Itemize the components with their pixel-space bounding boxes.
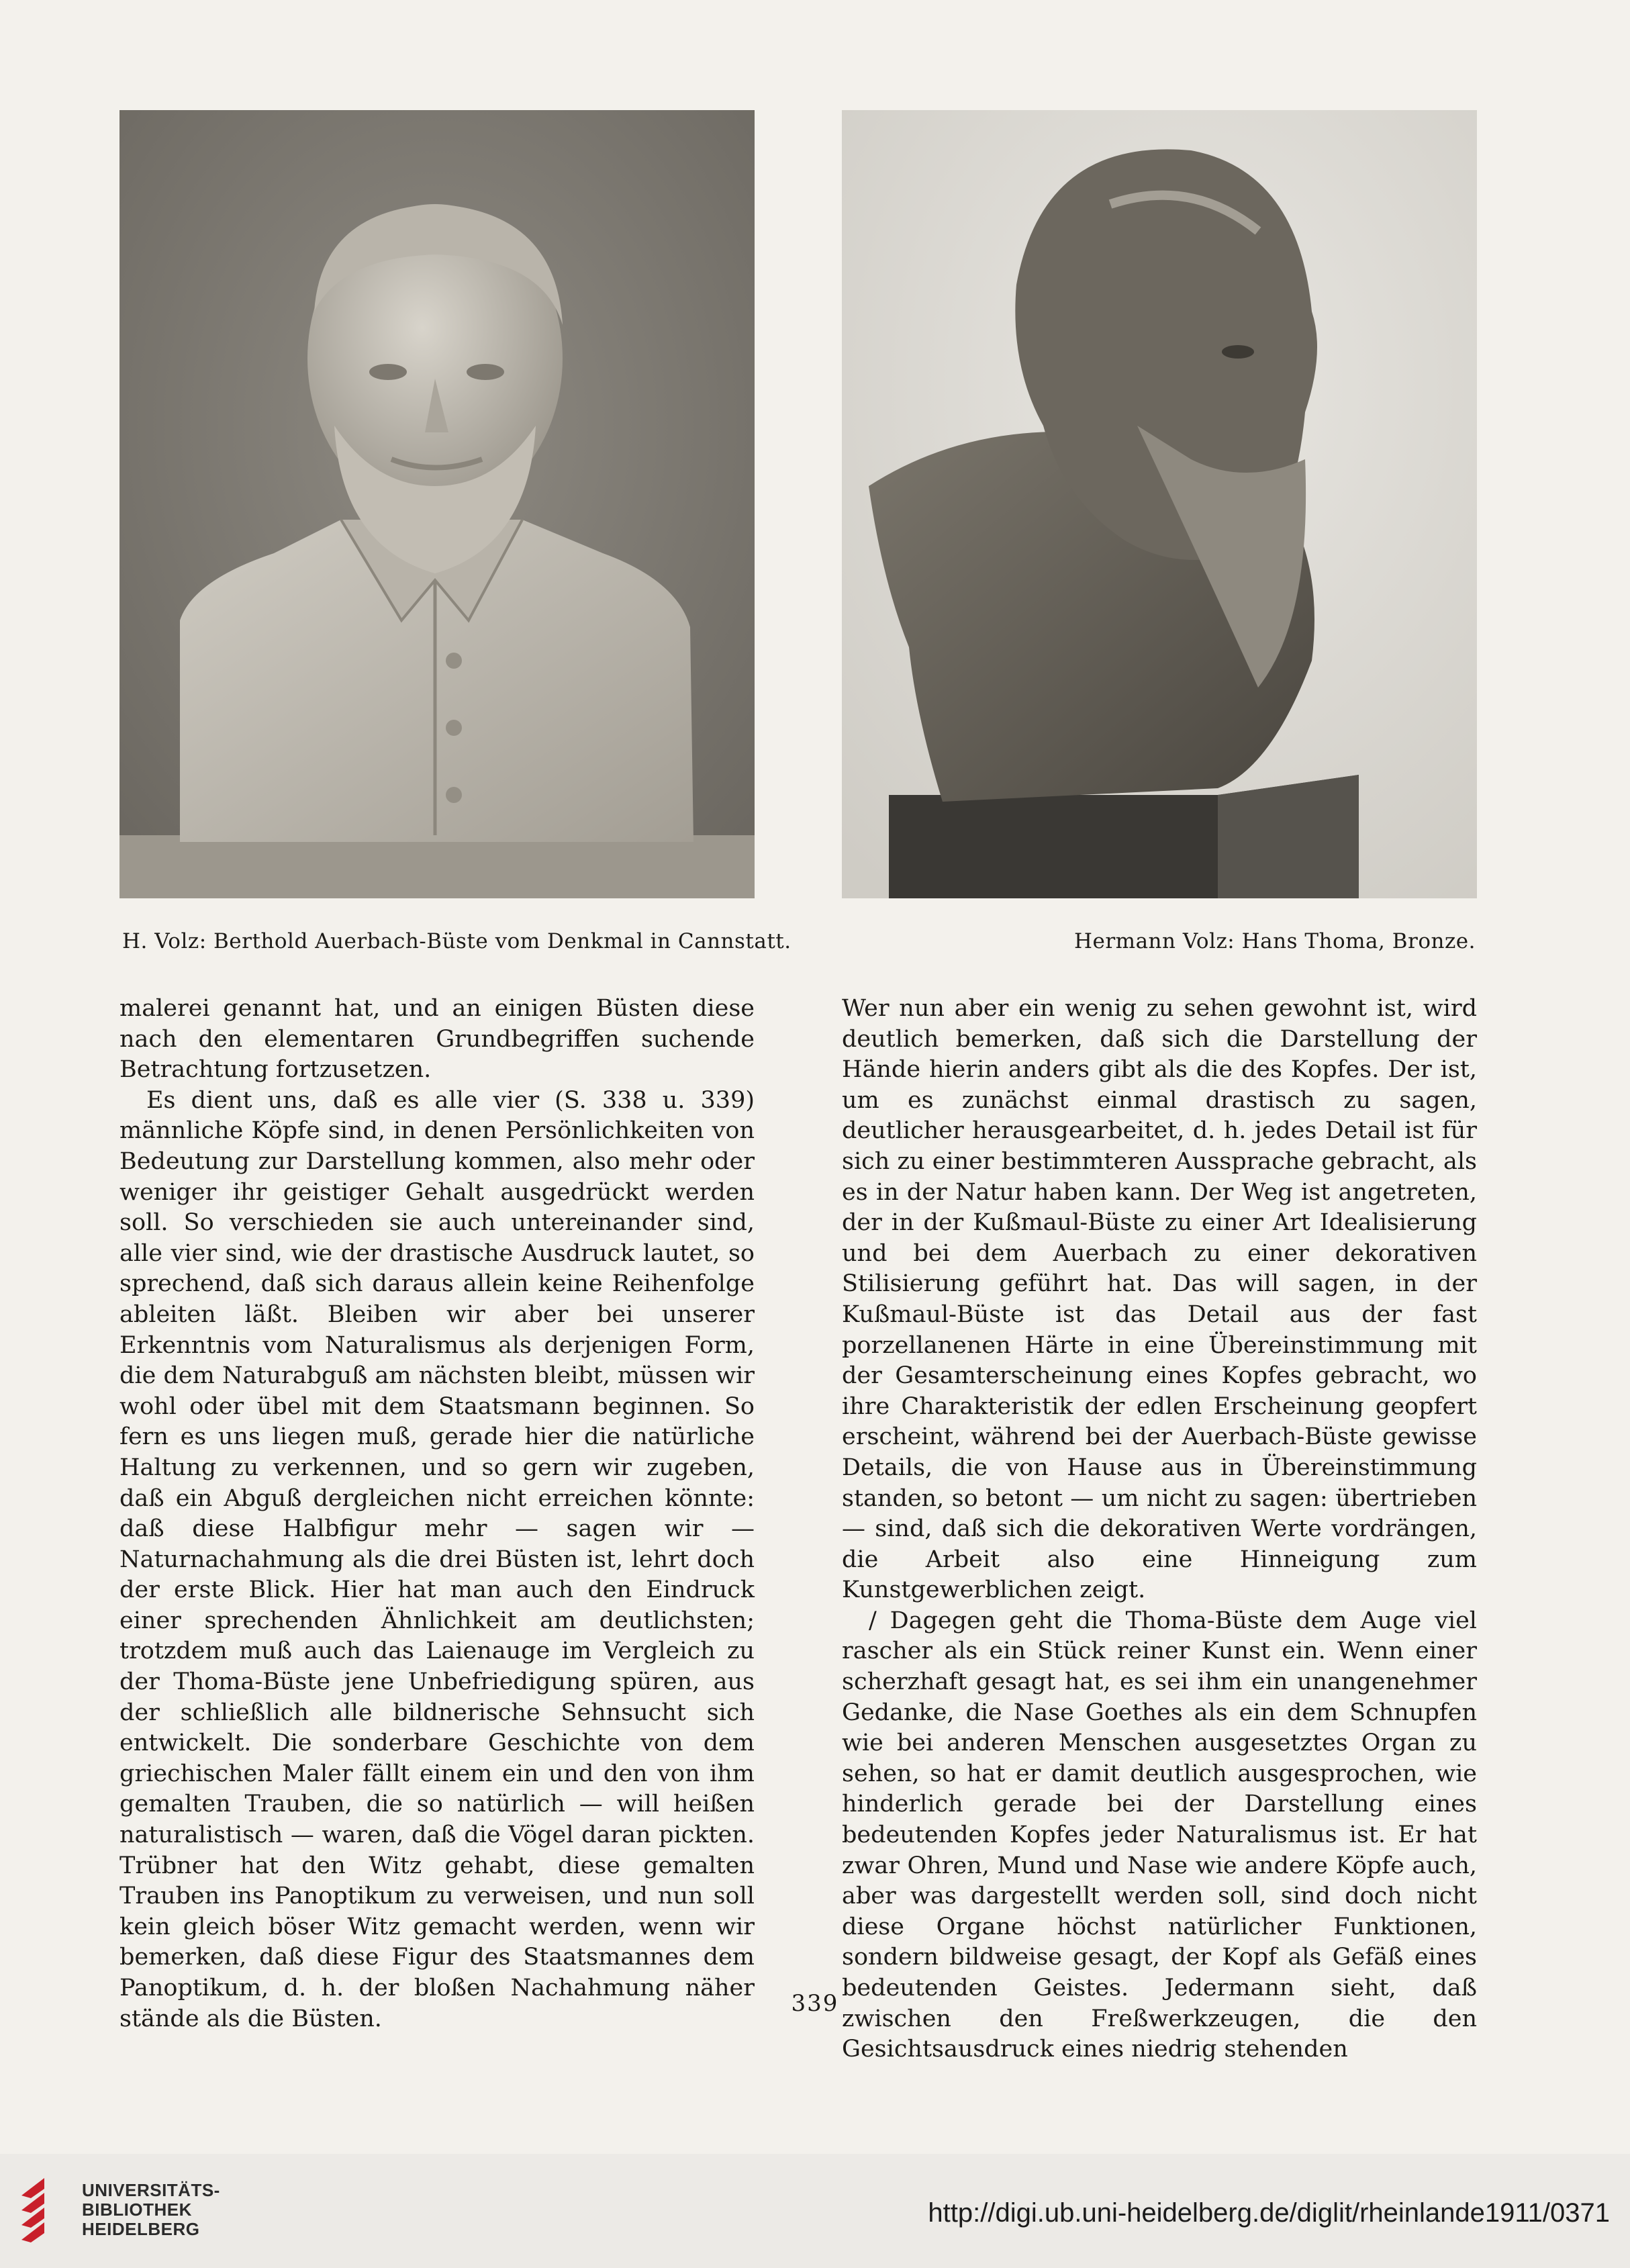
left-text-column bbox=[119, 994, 755, 2034]
university-library-logo-icon bbox=[17, 2175, 60, 2245]
page-number: 339 bbox=[791, 1990, 839, 2017]
library-name-line: BIBLIOTHEK bbox=[82, 2200, 192, 2220]
paragraph: Wer nun aber ein wenig zu sehen gewohnt ist, wird deutlich bemerken, daß sich die Darstellung der Hände hierin anders gibt als die des Kopfes. Der ist, um es zunächst einmal drastisch zu sagen, deutlicher herausgearbeitet, d. h. jedes Detail ist für sich zu einer bestimmteren Aussprache gebracht, als es in der Natur haben kann. Der Weg ist angetreten, der in der Kußmaul-Büste zu einer Art Idealisierung und bei dem Auerbach zu einer dekorativen Stilisierung geführt hat. Das will sagen, in der Kußmaul-Büste ist das Detail aus der fast porzellanenen Härte in eine Übereinstimmung mit der Gesamterscheinung eines Kopfes gebracht, wo ihre Charakteristik der edlen Erscheinung geopfert erscheint, während bei der Auerbach-Büste gewisse Details, die von Hause aus in Übereinstimmung standen, so betont — um nicht zu sagen: übertrieben — sind, daß sich die dekorativen Werte vordrängen, die Arbeit also eine Hinneigung zum Kunstgewerblichen zeigt. bbox=[842, 995, 1477, 1604]
library-name bbox=[82, 2181, 220, 2239]
right-figure-caption: Hermann Volz: Hans Thoma, Bronze. bbox=[1073, 929, 1476, 953]
left-figure-caption: H. Volz: Berthold Auerbach-Büste vom Denkmal in Cannstatt. bbox=[122, 929, 792, 953]
library-footer bbox=[0, 2154, 1630, 2268]
library-name-line: HEIDELBERG bbox=[82, 2219, 200, 2239]
right-text-column bbox=[842, 994, 1477, 2065]
thoma-bust-photo bbox=[842, 110, 1477, 898]
paragraph: malerei genannt hat, und an einigen Büsten diese nach den elementaren Grundbegriffen suchende Betrachtung fortzusetzen. bbox=[119, 995, 755, 1084]
paragraph: / Dagegen geht die Thoma-Büste dem Auge viel rascher als ein Stück reiner Kunst ein. Wenn einer scherzhaft gesagt hat, es sei ihm ein unangenehmer Gedanke, die Nase Goethes als ein dem Schnupfen wie bei anderen Menschen ausgesetztes Organ zu sehen, so hat er damit deutlich ausgesprochen, wie hinderlich gerade bei der Darstellung eines bedeutenden Kopfes jeder Naturalismus ist. Er hat zwar Ohren, Mund und Nase wie andere Köpfe auch, aber was dargestellt werden soll, sind doch nicht diese Organe höchst natürlicher Funktionen, sondern bildweise gesagt, der Kopf als Gefäß eines bedeutenden Geistes. Jedermann sieht, daß zwischen den Freßwerkzeugen, die den Gesichtsausdruck eines niedrig stehenden bbox=[842, 1607, 1477, 2063]
paragraph: Es dient uns, daß es alle vier (S. 338 u. 339) männliche Köpfe sind, in denen Persönlichkeiten von Bedeutung zur Darstellung kommen, also mehr oder weniger ihr geistiger Gehalt ausgedrückt werden soll. So verschieden sie auch untereinander sind, alle vier sind, wie der drastische Ausdruck lautet, so sprechend, daß sich daraus allein keine Reihenfolge ableiten läßt. Bleiben wir aber bei unserer Erkenntnis vom Naturalismus als derjenigen Form, die dem Naturabguß am nächsten bleibt, müssen wir wohl oder übel mit dem Staatsmann beginnen. So fern es uns liegen muß, gerade hier die natürliche Haltung zu verkennen, und so gern wir zugeben, daß ein Abguß dergleichen nicht erreichen könnte: daß diese Halbfigur mehr — sagen wir — Naturnachahmung als die drei Büsten ist, lehrt doch der erste Blick. Hier hat man auch den Eindruck einer sprechenden Ähnlichkeit am deutlichsten; trotzdem muß auch das Laienauge im Vergleich zu der Thoma-Büste jene Unbefriedigung spüren, aus der schließlich alle bildnerische Sehnsucht sich entwickelt. Die sonderbare Geschichte von dem griechischen Maler fällt einem ein und den von ihm gemalten Trauben, die so natürlich — will heißen naturalistisch — waren, daß die Vögel daran pickten. Trübner hat den Witz gehabt, diese gemalten Trauben ins Panoptikum zu verweisen, und nun soll kein gleich böser Witz gemacht werden, wenn wir bemerken, daß diese Figur des Staatsmannes dem Panoptikum, d. h. der bloßen Nachahmung näher stände als die Büsten. bbox=[119, 1086, 755, 2032]
auerbach-bust-photo bbox=[119, 110, 755, 898]
source-url-link[interactable]: http://digi.ub.uni-heidelberg.de/diglit/rheinlande1911/0371 bbox=[928, 2198, 1610, 2228]
library-name-line: UNIVERSITÄTS- bbox=[82, 2180, 220, 2200]
